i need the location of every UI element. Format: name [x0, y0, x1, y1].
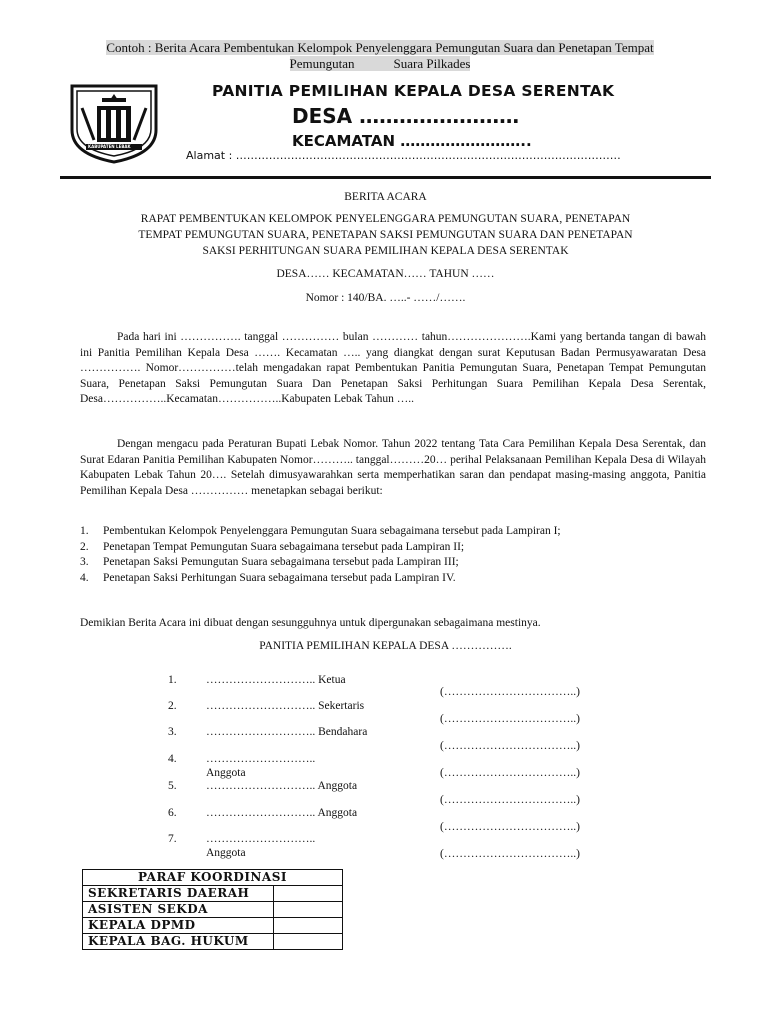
table-row: [83, 886, 343, 902]
signatory-row: [168, 780, 588, 794]
document-subtitle-line-1: RAPAT PEMBENTUKAN KELOMPOK PENYELENGGARA PEMUNGUTAN SUARA, PENETAPAN: [140, 213, 631, 225]
signature-placeholder: (……………………………..): [440, 848, 580, 860]
signatory-line: ………………………..: [206, 753, 316, 765]
signatory-row: [168, 753, 588, 779]
example-note-line2: Pemungutan Suara Pilkades: [289, 56, 471, 71]
letterhead-title: PANITIA PEMILIHAN KEPALA DESA SERENTAK: [212, 82, 615, 100]
signatory-line: ……………………….. Anggota: [206, 807, 358, 819]
document-subtitle-line-3: SAKSI PERHITUNGAN SUARA PEMILIHAN KEPALA DESA SERENTAK: [202, 245, 569, 257]
list-item-number: 1.: [80, 525, 89, 537]
signatory-role: Anggota: [206, 767, 246, 779]
list-item-number: 2.: [80, 540, 89, 553]
table-cell-role: KEPALA DPMD: [83, 918, 274, 934]
letterhead-divider: [60, 176, 711, 179]
signature-placeholder: (……………………………..): [440, 794, 580, 806]
table-cell-role: SEKRETARIS DAERAH: [83, 886, 274, 902]
signature-placeholder: (……………………………..): [440, 767, 580, 779]
list-item-number: 3.: [80, 556, 89, 568]
signatory-number: 7.: [168, 833, 177, 845]
signatory-number: 4.: [168, 753, 177, 765]
document-subtitle-line-2: TEMPAT PEMUNGUTAN SUARA, PENETAPAN SAKSI PEMUNGUTAN SUARA DAN PENETAPAN: [138, 229, 633, 241]
signatory-number: 6.: [168, 807, 177, 819]
letterhead-alamat: Alamat : ……………………………………………………………………………………………: [186, 149, 621, 162]
table-cell-paraf: [274, 886, 343, 902]
table-row: [83, 902, 343, 918]
table-header-row: [83, 870, 343, 886]
signature-placeholder: (……………………………..): [440, 713, 580, 725]
signatory-number: 1.: [168, 674, 177, 686]
signature-placeholder: (……………………………..): [440, 740, 580, 752]
signatory-number: 5.: [168, 780, 177, 792]
signatory-line: ……………………….. Anggota: [206, 780, 358, 792]
list-item: [80, 571, 706, 587]
regency-coat-of-arms-icon: [64, 84, 164, 164]
signatory-line: ……………………….. Sekertaris: [206, 700, 365, 712]
table-cell-paraf: [274, 934, 343, 950]
table-row: [83, 918, 343, 934]
paraf-koordinasi-table: [82, 869, 343, 950]
location-line: DESA…… KECAMATAN…… TAHUN ……: [276, 268, 495, 280]
list-item: [80, 524, 706, 540]
signatory-line: ……………………….. Bendahara: [206, 726, 368, 738]
list-item-text: Pembentukan Kelompok Penyelenggara Pemungutan Suara sebagaimana tersebut pada Lampiran I;: [103, 525, 561, 537]
list-item: [80, 540, 706, 556]
list-item-text: Penetapan Saksi Perhitungan Suara sebagaimana tersebut pada Lampiran IV.: [103, 571, 456, 584]
signatory-line: ……………………….. Ketua: [206, 674, 346, 686]
reference-paragraph: [80, 437, 706, 499]
closing-statement: Demikian Berita Acara ini dibuat dengan sesungguhnya untuk dipergunakan sebagaimana mestinya.: [80, 617, 541, 629]
signatory-number: 2.: [168, 700, 177, 712]
document-number: Nomor : 140/BA. …..- ……/…….: [305, 292, 466, 304]
table-header: PARAF KOORDINASI: [83, 870, 343, 886]
logo-text: KABUPATEN LEBAK: [88, 144, 131, 149]
reference-paragraph-text: Dengan mengacu pada Peraturan Bupati Lebak Nomor. Tahun 2022 tentang Tata Cara Pemilihan Kepala Desa Serentak, dan Surat Edaran Panitia Pemilihan Kabupaten Nomor……….. tanggal………20… perihal Pelaksanaan Pemilihan Kepala Desa di Wilayah Kabupaten Lebak Tahun 20…. Setelah dimusyawarahkan serta memperhatikan saran dan pendapat masing-masing anggota, Panitia Pemilihan Kepala Desa …………… menetapkan sebagai berikut:: [80, 438, 706, 497]
letterhead-kecamatan: KECAMATAN ……………………..: [292, 132, 532, 150]
document-title: BERITA ACARA: [344, 191, 427, 203]
opening-paragraph-text: Pada hari ini ……………. tanggal …………… bulan ………… tahun………………….Kami yang bertanda tangan di bawah ini Panitia Pemilihan Kepala Desa ……. Kecamatan ….. yang diangkat dengan surat Keputusan Badan Permusyawaratan Desa ……………. Nomor……………telah mengadakan rapat Pembentukan Panitia Pemungutan Suara, Penetapan Tempat Pemungutan Suara, Penetapan Saksi Pemungutan Suara Dan Penetapan Saksi Perhitungan Suara Pemilihan Kepala Desa Serentak, Desa……………..Kecamatan……………..Kabupaten Lebak Tahun …..: [80, 331, 706, 405]
example-note: [50, 40, 710, 72]
signatory-row: [168, 700, 588, 714]
signatory-number: 3.: [168, 726, 177, 738]
signature-placeholder: (……………………………..): [440, 821, 580, 833]
committee-title: PANITIA PEMILIHAN KEPALA DESA …………….: [259, 640, 512, 652]
signatory-row: [168, 833, 588, 859]
letterhead-desa: DESA ……………………: [292, 104, 520, 128]
opening-paragraph: [80, 330, 706, 408]
signatory-line: ………………………..: [206, 833, 316, 845]
table-cell-paraf: [274, 902, 343, 918]
decision-list: [80, 524, 706, 586]
signatory-role: Anggota: [206, 847, 246, 859]
table-row: [83, 934, 343, 950]
list-item-text: Penetapan Saksi Pemungutan Suara sebagaimana tersebut pada Lampiran III;: [103, 556, 459, 568]
signatory-row: [168, 726, 588, 740]
signatory-row: [168, 807, 588, 821]
table-cell-role: ASISTEN SEKDA: [83, 902, 274, 918]
signature-placeholder: (……………………………..): [440, 686, 580, 698]
list-item: [80, 555, 706, 571]
table-cell-paraf: [274, 918, 343, 934]
list-item-number: 4.: [80, 571, 89, 584]
list-item-text: Penetapan Tempat Pemungutan Suara sebagaimana tersebut pada Lampiran II;: [103, 540, 465, 553]
example-note-line1: Contoh : Berita Acara Pembentukan Kelompok Penyelenggara Pemungutan Suara dan Penetapan Tempat: [106, 40, 654, 55]
table-cell-role: KEPALA BAG. HUKUM: [83, 934, 274, 950]
